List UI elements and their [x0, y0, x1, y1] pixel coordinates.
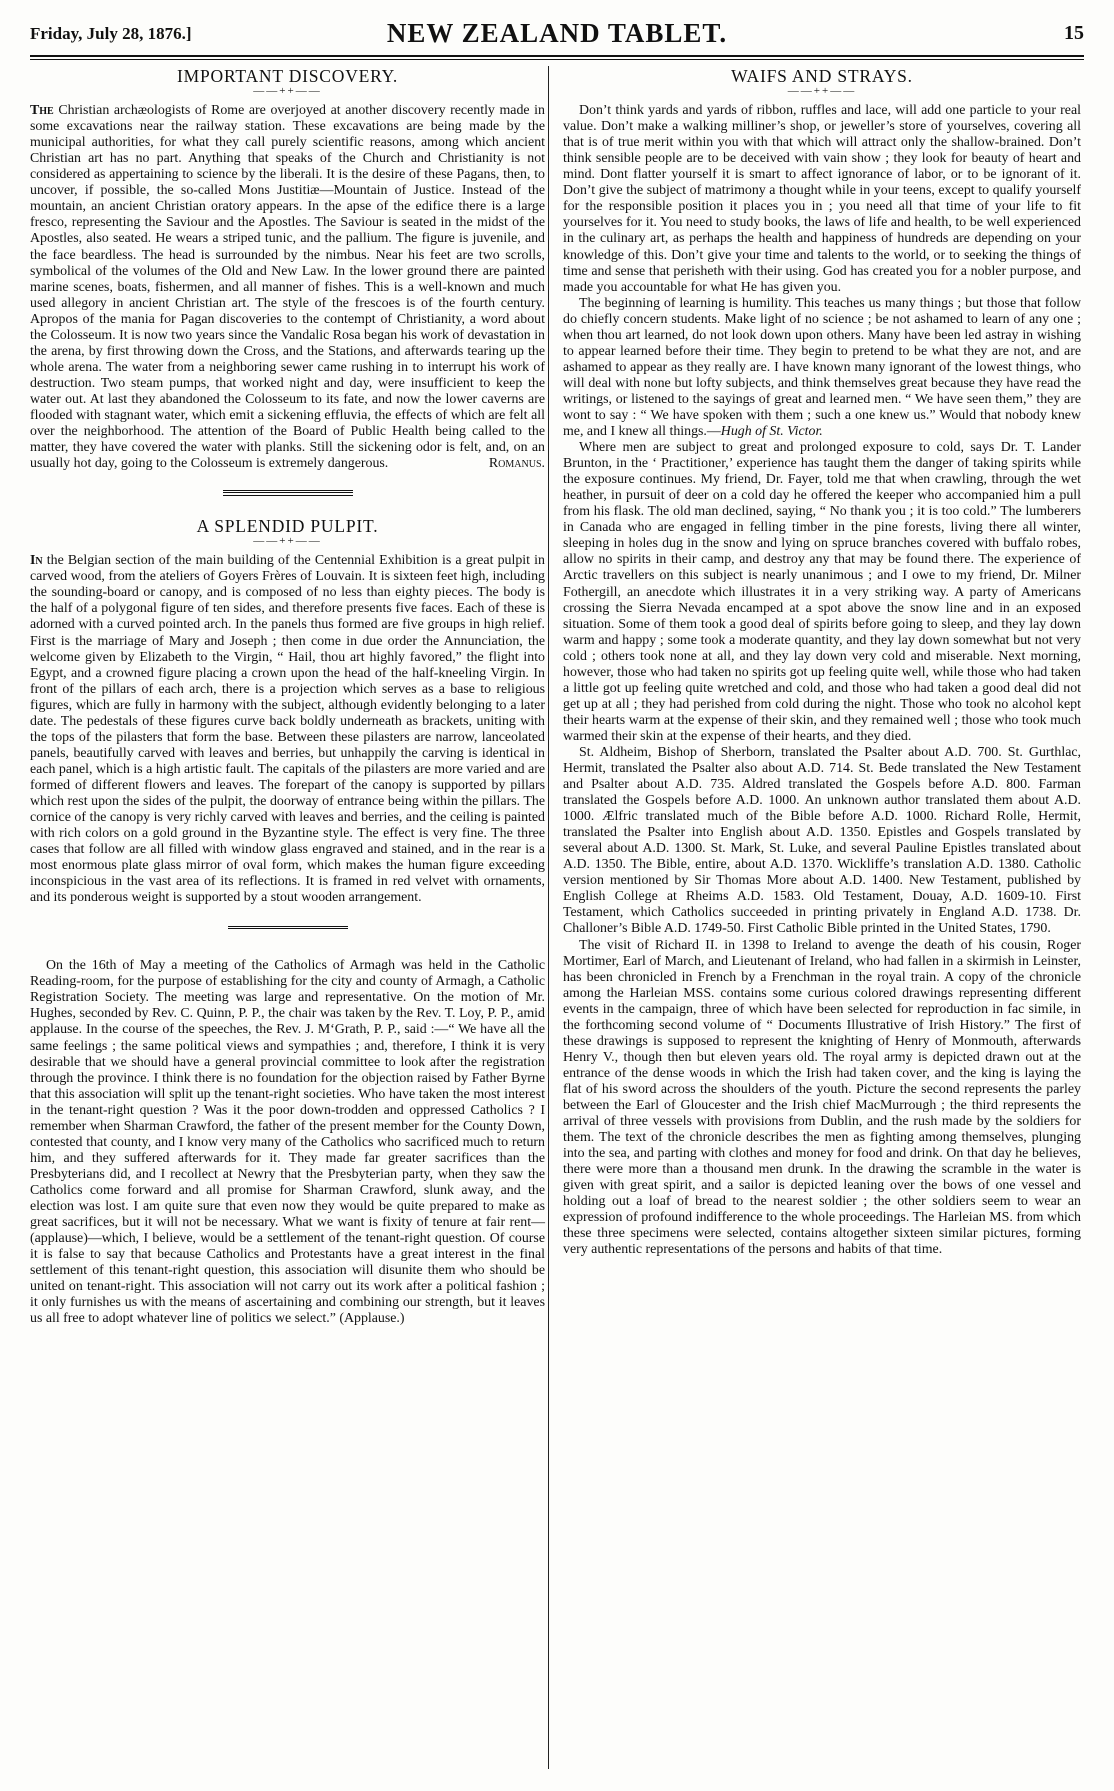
- left-column: [30, 66, 545, 1327]
- right-column: [563, 66, 1081, 1258]
- paragraph-richard-ii: The visit of Richard II. in 1398 to Ireland to avenge the death of his cousin, Roger Mortimer, Earl of March, and Lieutenant of Ireland, who had fallen in a skirmish in Leinster, has been chronicled in French by a Frenchman in the royal train. A copy of the chronicle among the Harleian MSS. contains some curious colored drawings representing different events in the campaign, three of which have been selected for reproduction in fac simile, in the forthcoming second volume of “ Documents Illustrative of Irish History.” The first of these drawings is supposed to represent the knighting of Henry of Monmouth, afterwards Henry V., though then but eleven years old. The royal army is depicted drawn out at the entrance of the dense woods in which the Irish had taken cover, and the king is laying the flat of his sword across the shoulders of the youth. Picture the second represents the parley between the Earl of Gloucester and the Irish chief MacMurrough ; the third represents the arrival of three vessels with provisions from Dublin, and the rush made by the soldiers for them. The text of the chronicle describes the men as fighting among themselves, plunging into the sea, and parting with clothes and money for food and drink. On that day he believes, there were more than a thousand men drunk. In the drawing the scramble in the water is given with great spirit, and a sailor is depicted leaning over the bows of one vessel and holding out a loaf of bread to the nearest soldier ; the other soldiers seem to wear an expression of profound indifference to the whole proceedings. The Harleian MS. from which these three specimens were selected, contains altogether sixteen similar pictures, forming very authentic representations of the persons and habits of that time.: [563, 937, 1081, 1258]
- article-body: [30, 103, 545, 472]
- heading-ornament: ——++——: [787, 85, 857, 98]
- lead-word: In: [30, 553, 43, 569]
- page-header: [30, 18, 1084, 52]
- article-heading: IMPORTANT DISCOVERY.: [177, 66, 398, 86]
- article-waifs-and-strays: [563, 68, 1081, 1258]
- page-number: 15: [1064, 22, 1084, 44]
- lead-word: The: [30, 103, 54, 119]
- section-separator: [223, 490, 353, 496]
- heading-ornament: ——++——: [253, 535, 322, 548]
- paragraph-exposure-to-cold: Where men are subject to great and prolonged exposure to cold, says Dr. T. Lander Brunton, in the ‘ Practitioner,’ experience has taught them the danger of taking spirits while the exposure continues. My friend, Dr. Fayer, told me that when crawling, through the wet heather, in pursuit of deer on a cold day he offered the keeper who accompanied him a pull from his flask. The old man declined, saying, “ No thank you ; it is too cold.” The lumberers in Canada who are engaged in felling timber in the pine forests, living there all winter, sleeping in holes dug in the snow and lying on spruce branches covered with buffalo robes, allow no spirits in their camp, and destroy any that may be found there. The experience of Arctic travellers on this subject is nearly unanimous ; and I owe to my friend, Dr. Milner Fothergill, an anecdote which illustrates it in a very striking way. A party of Americans crossing the Sierra Nevada encamped at a spot above the snow line and in an exposed situation. Some of them took a good deal of spirits before going to sleep, and they lay down warm and happy ; some took a moderate quantity, and they lay down somewhat but not very cold ; others took none at all, and they lay down very cold and miserable. Next morning, however, those who had taken no spirits got up feeling quite well, while those who had taken a little got up feeling quite wretched and cold, and those who had taken a good deal did not get up at all ; they had perished from cold during the night. Those who took no alcohol kept their hearts warm at the expense of their skin, and they remained well ; those who took much warmed their skin at the expense of their hearts, and they died.: [563, 440, 1081, 744]
- article-heading: WAIFS AND STRAYS.: [731, 66, 913, 86]
- paragraph-text: The beginning of learning is humility. This teaches us many things ; but those that follow do chiefly concern students. Make light of no science ; be not ashamed to learn of any one ; when thou art learned, do not look down upon others. Many have been led astray in wishing to appear learned before their time. They begin to pretend to be what they are not, and are ashamed to appear as they really are. I have known many ignorant of the lowest things, who will deal with none but lofty subjects, and think themselves great because they have read the writings, or listened to the sayings of great and learned men. “ We have seen them,” they are wont to say : “ We have spoken with them ; such a one knew us.” Would that nobody knew me, and I knew all things.—: [563, 295, 1081, 440]
- issue-date: Friday, July 28, 1876.]: [30, 24, 192, 43]
- column-divider: [548, 66, 549, 1769]
- paragraph-humility: [563, 296, 1081, 440]
- article-armagh-meeting: [30, 958, 545, 1327]
- article-splendid-pulpit: [30, 518, 545, 906]
- article-important-discovery: [30, 68, 545, 472]
- header-rule: [30, 55, 1084, 57]
- article-text: Christian archæologists of Rome are overjoyed at another discovery recently made in some excavations near the railway station. These excavations are being made by the municipal authorities, for what they call purely scientific reasons, among which ancient Christian art has no part. Anything that speaks of the Church and Christianity is not considered as appertaining to science by the liberali. It is the desire of these Pagans, then, to uncover, if possible, the so-called Mons Justitiæ—Mountain of Justice. Instead of the mountain, an ancient Christian oratory appears. In the apse of the edifice there is a large fresco, representing the Saviour and the Apostles. The Saviour is seated in the midst of the Apostles, also seated. He wears a striped tunic, and the pallium. The figure is juvenile, and the face beardless. The head is surrounded by the nimbus. Near his feet are two scrolls, symbolical of the volumes of the Old and New Law. In the lower ground there are painted marine scenes, boats, fishermen, and all manner of fishes. This is a well-known and much used allegory in ancient Christian art. The style of the frescoes is of the fourth century. Apropos of the mania for Pagan discoveries to the contempt of Christianity, a word about the Colosseum. It is now two years since the Vandalic Rosa began his work of devastation in the arena, by first throwing down the Cross, and the Stations, and afterwards tearing up the whole arena. The water from a neighboring sewer came rushing in to interrupt his work of destruction. Two steam pumps, that worked night and day, were insufficient to keep the water out. At last they abandoned the Colosseum to its fate, and now the lower caverns are flooded with stagnant water, which emit a sickening effluvia, the effects of which are felt all over the neighborhood. The attention of the Board of Public Health being called to the matter, they have covered the water with planks. Still the sickening odor is felt, and, on an usually hot day, going to the Colosseum is extremely dangerous.: [30, 103, 545, 472]
- article-heading: A SPLENDID PULPIT.: [196, 516, 379, 537]
- paragraph-bible-translations: St. Aldheim, Bishop of Sherborn, translated the Psalter about A.D. 700. St. Gurthlac, Hermit, translated the Psalter also about A.D. 714. St. Bede translated the New Testament and Psalter about A.D. 735. Aldred translated the Gospels before A.D. 800. Farman translated the Gospels before A.D. 1000. An unknown author translated them about A.D. 1000. Ælfric translated much of the Bible before A.D. 1000. Richard Rolle, Hermit, translated the Psalter into English about A.D. 1350. Epistles and Gospels translated by several about A.D. 1300. St. Mark, St. Luke, and several Pauline Epistles translated about A.D. 1350. The Bible, entire, about A.D. 1370. Wickliffe’s translation A.D. 1380. Catholic version mentioned by Sir Thomas More about A.D. 1400. New Testament, published by English College at Rheims A.D. 1583. Old Testament, Douay, A.D. 1609-10. First Testament, which Catholics succeeded in printing privately in England A.D. 1738. Dr. Challoner’s Bible A.D. 1749-50. First Catholic Bible printed in the United States, 1790.: [563, 744, 1081, 937]
- article-signature: Romanus.: [488, 456, 545, 472]
- article-text: the Belgian section of the main building of the Centennial Exhibition is a great pulpit in carved wood, from the ateliers of Goyers Frères of Louvain. It is sixteen feet high, including the sounding-board or canopy, and is composed of no less than eighty pieces. The body is the half of a polygonal figure of ten sides, and therefore presents five faces. Each of these is adorned with a curved pointed arch. In the panels thus formed are five groups in high relief. First is the marriage of Mary and Joseph ; then come in due order the Annunciation, the welcome given by Elizabeth to the Virgin, “ Hail, thou art highly favored,” the flight into Egypt, and a crowned figure placing a crown upon the head of the half-kneeling Virgin. In front of the pillars of each arch, there is a projection which serves as a base to religious figures, which are fully in harmony with the subject, although evidently belonging to a later date. The pedestals of these figures curve back boldly underneath as brackets, uniting with the tops of the pilasters that form the base. Between these pilasters are narrow, lanceolated panels, beautifully carved with leaves and berries, but unhappily the carving is identical in each panel, which is a high artistic fault. The capitals of the pilasters are more varied and are formed of different flowers and leaves. The forepart of the canopy is supported by pillars which rest upon the sides of the pulpit, the doorway of entrance being within the pillars. The cornice of the canopy is very richly carved with leaves and berries, and the ceiling is painted with rich colors on a gold ground in the Byzantine style. The effect is very fine. The three cases that follow are all filled with window glass engraved and stained, and in the rear is a most enormous plate glass mirror of oval form, which makes the human figure exceeding inconspicious in the vast area of its reflections. It is framed in red velvet with ornaments, and its ponderous weight is supported by a stout wooden arrangement.: [30, 553, 545, 906]
- paragraph-dont-think: Don’t think yards and yards of ribbon, ruffles and lace, will add one particle to your real value. Don’t make a walking milliner’s shop, or jeweller’s store of yourselves, covering all that is of true merit within you with that which will attract only the shallow-brained. Don’t think sensible people are to be deceived with vain show ; they look for beauty of heart and mind. Dont flatter yourself it is smart to affect ignorance of labor, or to be ignorant of it. Don’t give the subject of matrimony a thought while in your teens, except to qualify yourself for the responsible position it places you in ; you need all that time of your life to fit yourselves for it. You need to study books, the laws of life and health, to be well experienced in the culinary art, as perhaps the health and happiness of hundreds are depending on your knowledge of this. Don’t give your time and talents to the world, or to seeking the things of time and sense that perisheth with their using. God has created you for a nobler purpose, and made you accountable for what He has given you.: [563, 103, 1081, 295]
- section-separator: [228, 926, 348, 930]
- header-rule-thin: [30, 59, 1084, 60]
- masthead-title: NEW ZEALAND TABLET.: [386, 18, 728, 48]
- paragraph-attribution: Hugh of St. Victor.: [720, 424, 823, 440]
- article-body: On the 16th of May a meeting of the Catholics of Armagh was held in the Catholic Reading-room, for the purpose of establishing for the city and county of Armagh, a Catholic Registration Society. The meeting was large and representative. On the motion of Mr. Hughes, seconded by Rev. C. Quinn, P. P., the chair was taken by the Rev. T. Loy, P. P., amid applause. In the course of the speeches, the Rev. J. M‘Grath, P. P., said :—“ We have all the same feelings ; the same political views and sympathies ; and, therefore, I think it is very desirable that we should have a general provincial committee to look after the registration through the province. I think there is no foundation for the objection raised by Father Byrne that this association will split up the tenant-right societies. Who have taken the most interest in the tenant-right question ? Was it the poor down-trodden and oppressed Catholics ? I remember when Sharman Crawford, the father of the present member for the County Down, contested that county, and I know very many of the Catholics who sacrificed much to return him, and they suffered afterwards for it. They made far greater sacrifices than the Presbyterians did, and I recollect at Newry that the Presbyterian party, when they saw the Catholics come forward and all promise for Sharman Crawford, slunk away, and the election was lost. I am quite sure that even now they would be quite prepared to make as great sacrifices, but it will not be necessary. What we want is fixity of tenure at fair rent—(applause)—which, I believe, would be a settlement of the tenant-right question. Of course it is false to say that because Catholics and Protestants have a great interest in the final settlement of this tenant-right question, this association will disunite them who should be united on tenant-right. This association will not carry out its work after a political fashion ; it only furnishes us with the means of ascertaining and combining our strength, but it leaves us all free to adopt whatever line of politics we select.” (Applause.): [30, 958, 545, 1327]
- heading-ornament: ——++——: [253, 85, 322, 98]
- article-body: [30, 553, 545, 906]
